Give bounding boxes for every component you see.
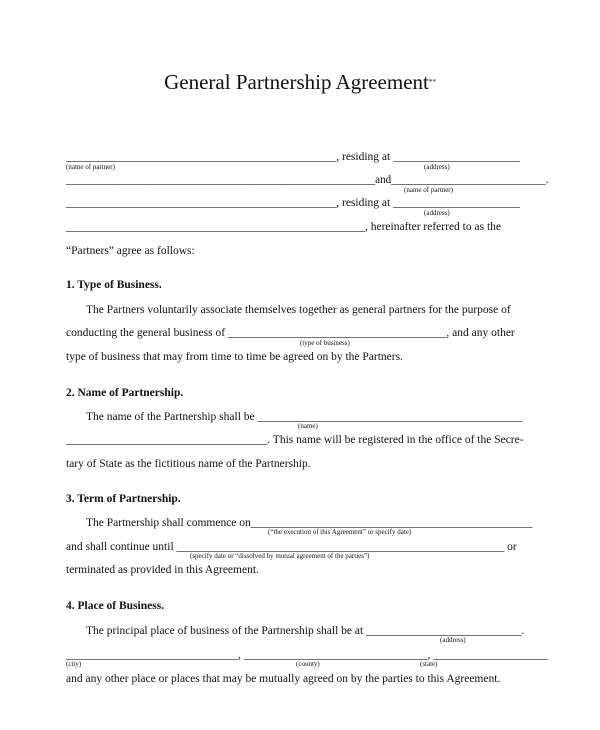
section-1-heading: 1. Type of Business. [66, 279, 162, 291]
partner-3-line: _______________________________________________, residing at ______________________ [66, 197, 520, 209]
partner-1-address-label: (address) [424, 163, 450, 171]
section-3-heading: 3. Term of Partnership. [66, 493, 181, 505]
section-4-address-label: (address) [440, 636, 466, 644]
partner-1-line: _______________________________________________, residing at ______________________ [66, 151, 520, 163]
section-1-line-3: type of business that may from time to time be agreed on by the Partners. [66, 351, 403, 363]
section-2-line-3: tary of State as the fictitious name of the Partnership. [66, 458, 311, 470]
section-3-commence-label: (“the execution of this Agreement” or specify date) [268, 528, 412, 536]
partners-referred-line: ____________________________________________________, hereinafter referred to as the [66, 221, 502, 233]
title-marker: ** [428, 78, 436, 86]
partner-1-name-label: (name of partner) [66, 163, 115, 171]
section-4-line-1: The principal place of business of the Partnership shall be at ___________________________. [86, 625, 525, 637]
section-3-line-1: The Partnership shall commence on_________________________________________________ [86, 517, 533, 529]
section-4-city-label: (city) [66, 660, 82, 668]
partner-2-name-label: (name of partner) [404, 186, 453, 194]
section-4-line-3: and any other place or places that may be mutually agreed on by the parties to this Agreement. [66, 673, 501, 685]
document-title [0, 70, 600, 95]
partners-agree-line: “Partners” agree as follows: [66, 245, 195, 257]
partner-2-line: ________________________________________________________and____________________________. [66, 174, 549, 186]
section-2-name-label: (name) [298, 422, 318, 430]
section-1-line-2: conducting the general business of ______________________________________, and any other [66, 327, 515, 339]
title-text: General Partnership Agreement [164, 70, 429, 94]
section-3-line-2: and shall continue until _________________________________________________________ or [66, 541, 517, 553]
section-4-county-label: (county) [296, 660, 320, 668]
section-1-type-label: (type of business) [300, 339, 350, 347]
partner-3-address-label: (address) [424, 209, 450, 217]
section-2-line-1: The name of the Partnership shall be ______________________________________________ [86, 411, 522, 423]
section-2-heading: 2. Name of Partnership. [66, 387, 184, 399]
section-4-state-label: (state) [420, 660, 438, 668]
section-4-heading: 4. Place of Business. [66, 600, 165, 612]
section-3-line-3: terminated as provided in this Agreement. [66, 564, 259, 576]
section-2-line-2: ___________________________________. This name will be registered in the office of the Secre- [66, 434, 524, 446]
section-3-continue-label: (specify date or “dissolved by mutual agreement of the parties”) [190, 552, 370, 560]
section-4-line-2: ______________________________, ________________________________, ____________________ [66, 649, 548, 661]
section-1-line-1: The Partners voluntarily associate themselves together as general partners for the purpose of [86, 304, 511, 316]
